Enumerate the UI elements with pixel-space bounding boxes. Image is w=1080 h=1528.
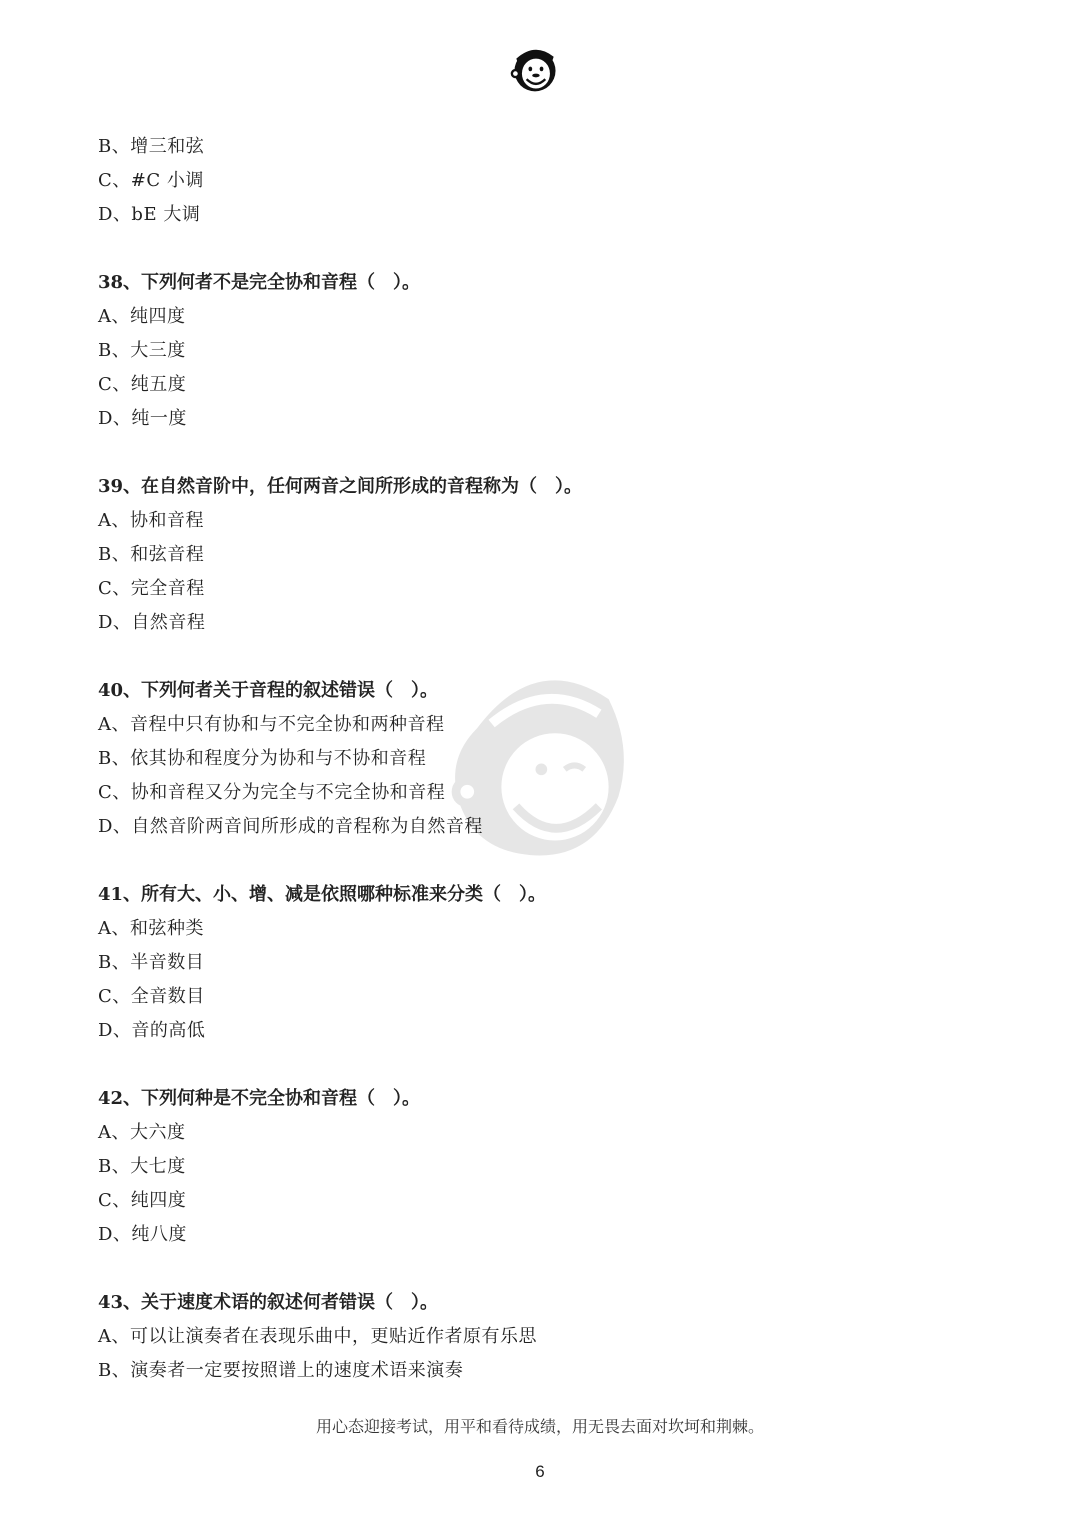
option: D、纯八度 bbox=[98, 1224, 187, 1245]
option: D、自然音阶两音间所形成的音程称为自然音程 bbox=[98, 816, 483, 837]
question-title: 42、下列何种是不完全协和音程（ ）。 bbox=[98, 1088, 421, 1109]
page-content bbox=[98, 130, 998, 1388]
option: A、音程中只有协和与不完全协和两种音程 bbox=[98, 714, 445, 735]
option: C、协和音程又分为完全与不完全协和音程 bbox=[98, 782, 446, 803]
option: D、自然音程 bbox=[98, 612, 206, 633]
option: B、和弦音程 bbox=[98, 544, 205, 565]
question-title: 39、在自然音阶中，任何两音之间所形成的音程称为（ ）。 bbox=[98, 476, 583, 497]
option: B、半音数目 bbox=[98, 952, 205, 973]
question-title: 40、下列何者关于音程的叙述错误（ ）。 bbox=[98, 680, 439, 701]
option: D、纯一度 bbox=[98, 408, 187, 429]
page-number: 6 bbox=[535, 1462, 545, 1481]
option: A、纯四度 bbox=[98, 306, 186, 327]
question-title: 43、关于速度术语的叙述何者错误（ ）。 bbox=[98, 1292, 439, 1313]
option: C、全音数目 bbox=[98, 986, 205, 1007]
option: A、大六度 bbox=[98, 1122, 186, 1143]
option: B、大七度 bbox=[98, 1156, 186, 1177]
question-title: 38、下列何者不是完全协和音程（ ）。 bbox=[98, 272, 421, 293]
option: C、完全音程 bbox=[98, 578, 205, 599]
option: A、可以让演奏者在表现乐曲中，更贴近作者原有乐思 bbox=[98, 1326, 537, 1347]
option: B、增三和弦 bbox=[98, 136, 205, 157]
option: A、和弦种类 bbox=[98, 918, 204, 939]
option: A、协和音程 bbox=[98, 510, 204, 531]
monkey-mascot-icon bbox=[507, 40, 563, 96]
option: B、演奏者一定要按照谱上的速度术语来演奏 bbox=[98, 1360, 464, 1381]
option: D、bE 大调 bbox=[98, 204, 201, 225]
option: D、音的高低 bbox=[98, 1020, 206, 1041]
option: C、#C 小调 bbox=[98, 170, 204, 191]
footer-motto: 用心态迎接考试，用平和看待成绩，用无畏去面对坎坷和荆棘。 bbox=[315, 1417, 764, 1436]
option: C、纯四度 bbox=[98, 1190, 187, 1211]
option: B、大三度 bbox=[98, 340, 186, 361]
question-title: 41、所有大、小、增、减是依照哪种标准来分类（ ）。 bbox=[98, 884, 547, 905]
option: C、纯五度 bbox=[98, 374, 187, 395]
option: B、依其协和程度分为协和与不协和音程 bbox=[98, 748, 427, 769]
